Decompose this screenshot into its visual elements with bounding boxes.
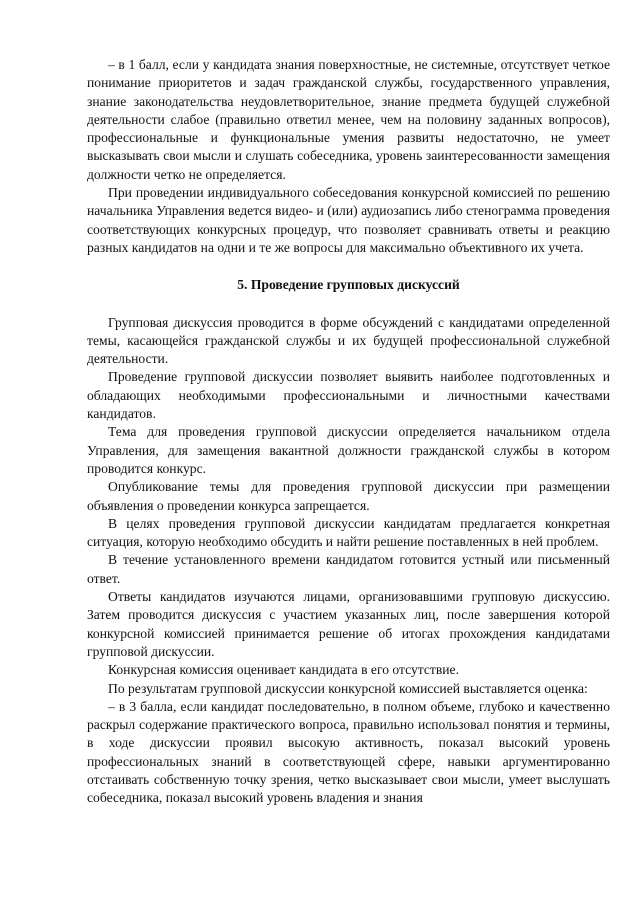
paragraph-score-intro: По результатам групповой дискуссии конкурсной комиссией выставляется оценка:	[108, 680, 588, 696]
paragraph-answer-preparation: В течение установленного времени кандидатом готовится устный или письменный ответ.	[87, 552, 610, 586]
document-page	[87, 56, 610, 808]
paragraph-discussion-purpose: Проведение групповой дискуссии позволяет выявить наиболее подготовленных и обладающих необходимыми профессиональными и личностными качествами кандидатов.	[87, 369, 610, 422]
paragraph-discussion-topic: Тема для проведения групповой дискуссии определяется начальником отдела Управления, для замещения вакантной должности гражданской службы в котором проводится конкурс.	[87, 424, 610, 476]
paragraph-interview-recording: При проведении индивидуального собеседования конкурсной комиссией по решению начальника Управления ведется видео- и (или) аудиозапись либо стенограмма проведения соответствующих конкурсных процедур, что позволяет сравнивать ответы и реакцию разных кандидатов на одни и те же вопросы для максимально объективного их учета.	[87, 185, 610, 255]
paragraph-discussion-form: Групповая дискуссия проводится в форме обсуждений с кандидатами определенной темы, касающейся гражданской службы и их будущей профессиональной служебной деятельности.	[87, 314, 610, 367]
section-heading-group-discussions: 5. Проведение групповых дискуссий	[237, 277, 460, 293]
paragraph-topic-publication: Опубликование темы для проведения групповой дискуссии при размещении объявления о проведении конкурса запрещается.	[87, 479, 610, 513]
paragraph-situation: В целях проведения групповой дискуссии кандидатам предлагается конкретная ситуация, которую необходимо обсудить и найти решение поставленных в ней проблем.	[87, 515, 610, 550]
paragraph-score-3-points: – в 3 балла, если кандидат последовательно, в полном объеме, глубоко и качественно раскрыл содержание практического вопроса, правильно использовал понятия и термины, в ходе дискуссии проявил высокую активность, показал высокий уровень профессиональных знаний в соответствующей сфере, навыки аргументированно отстаивать собственную точку зрения, четко высказывает свои мысли, умеет выслушать собеседника, показал высокий уровень владения и знания	[87, 698, 610, 806]
paragraph-score-1-point: – в 1 балл, если у кандидата знания поверхностные, не системные, отсутствует четкое понимание приоритетов и задач гражданской службы, государственного управления, знание законодательства неудовлетворительное, знание предмета будущей служебной деятельности слабое (правильно ответил менее, чем на половину заданных вопросов), профессиональные и функциональные умения развиты недостаточно, не умеет высказывать свои мысли и слушать собеседника, уровень заинтересованности замещения должности четко не определяется.	[87, 57, 610, 182]
paragraph-answers-review: Ответы кандидатов изучаются лицами, организовавшими групповую дискуссию. Затем проводится дискуссия с участием указанных лиц, после завершения которой конкурсной комиссией принимается решение об итогах прохождения кандидатами групповой дискуссии.	[87, 589, 610, 659]
paragraph-commission-evaluation: Конкурсная комиссия оценивает кандидата в его отсутствие.	[108, 662, 459, 678]
